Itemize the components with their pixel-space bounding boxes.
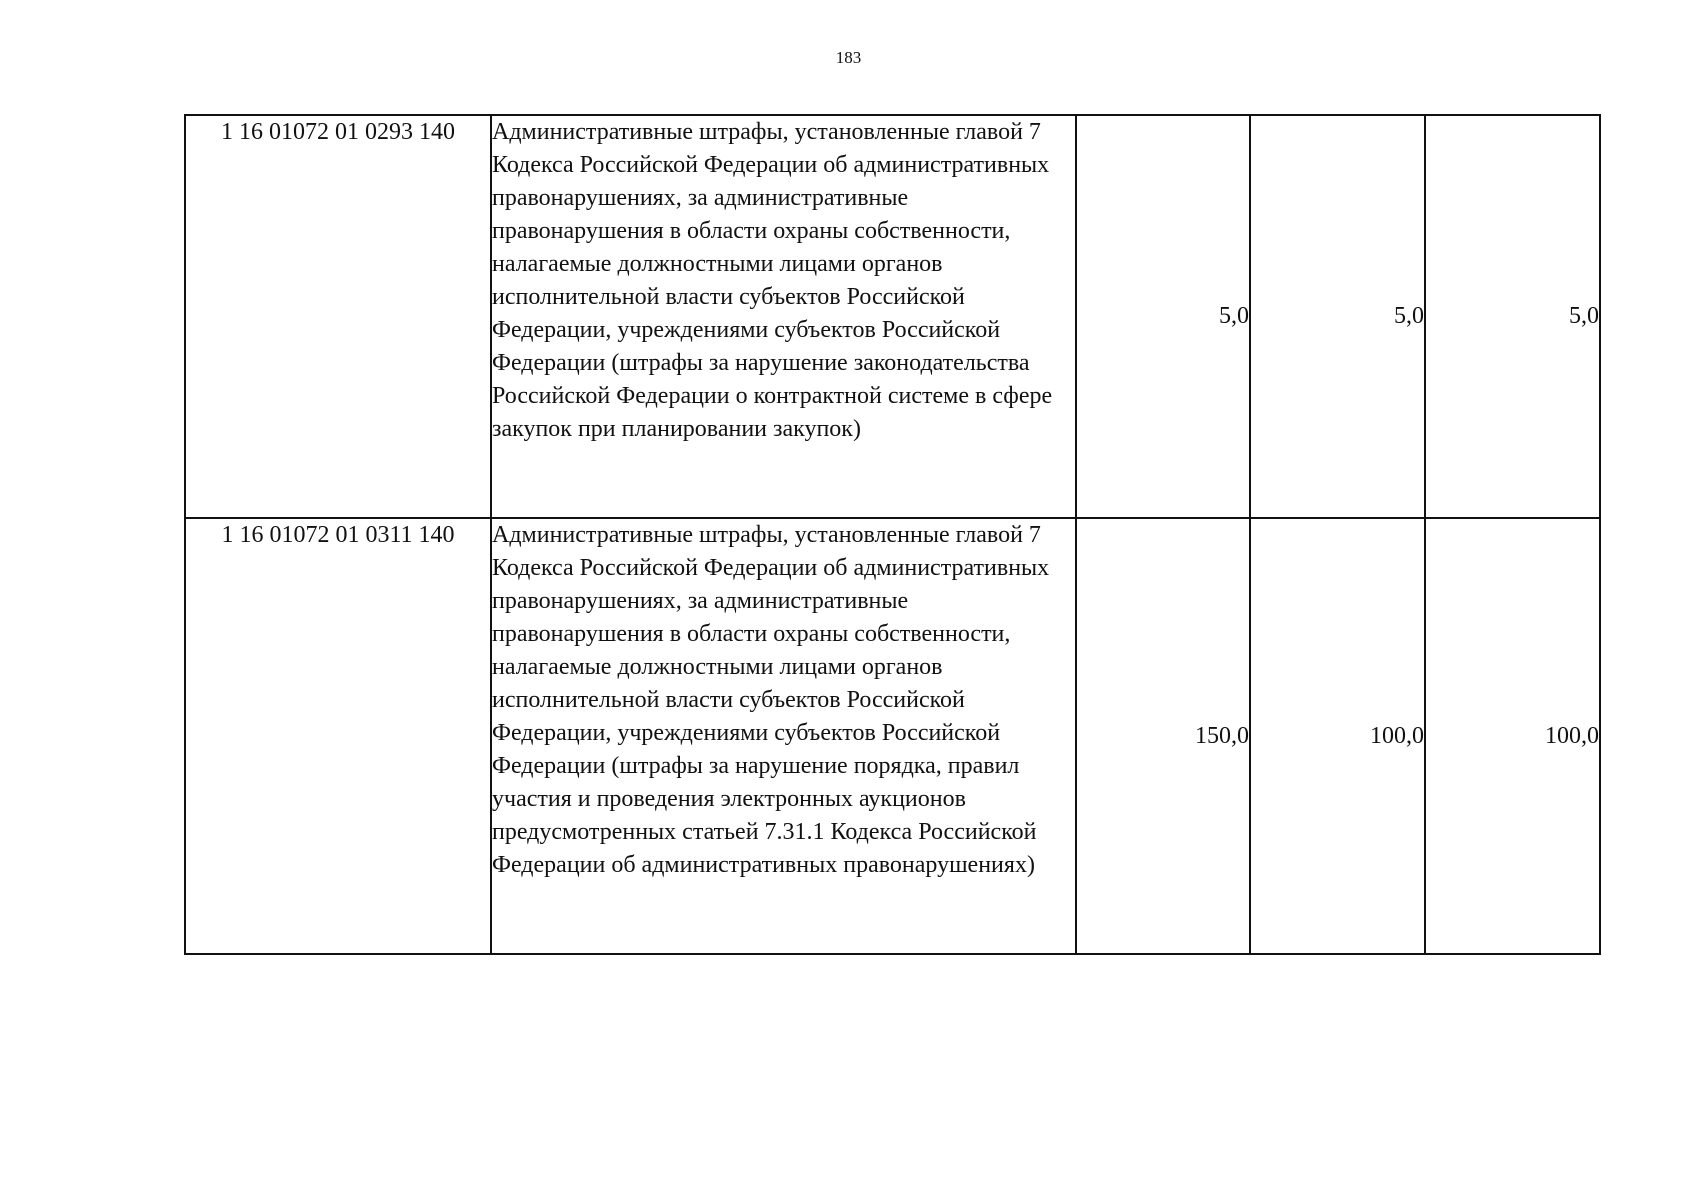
revenue-description: Административные штрафы, установленные главой 7 Кодекса Российской Федерации об административных правонарушениях, за административные правонарушения в области охраны собственности, налагаемые должностными лицами органов исполнительной власти субъектов Российской Федерации, учреждениями субъектов Российской Федерации (штрафы за нарушение порядка, правил участия и проведения электронных аукционов предусмотренных статьей 7.31.1 Кодекса Российской Федерации об административных правонарушениях) xyxy=(491,518,1076,954)
revenue-description: Административные штрафы, установленные главой 7 Кодекса Российской Федерации об административных правонарушениях, за административные правонарушения в области охраны собственности, налагаемые должностными лицами органов исполнительной власти субъектов Российской Федерации, учреждениями субъектов Российской Федерации (штрафы за нарушение законодательства Российской Федерации о контрактной системе в сфере закупок при планировании закупок) xyxy=(491,115,1076,518)
amount-year-1: 150,0 xyxy=(1076,518,1250,954)
amount-year-1: 5,0 xyxy=(1076,115,1250,518)
amount-year-3: 5,0 xyxy=(1425,115,1600,518)
classification-code: 1 16 01072 01 0293 140 xyxy=(185,115,491,518)
amount-year-3: 100,0 xyxy=(1425,518,1600,954)
classification-code: 1 16 01072 01 0311 140 xyxy=(185,518,491,954)
budget-table xyxy=(184,114,1601,955)
amount-year-2: 100,0 xyxy=(1250,518,1425,954)
table-row xyxy=(185,518,1600,954)
table-row xyxy=(185,115,1600,518)
page-number: 183 xyxy=(835,48,862,67)
amount-year-2: 5,0 xyxy=(1250,115,1425,518)
